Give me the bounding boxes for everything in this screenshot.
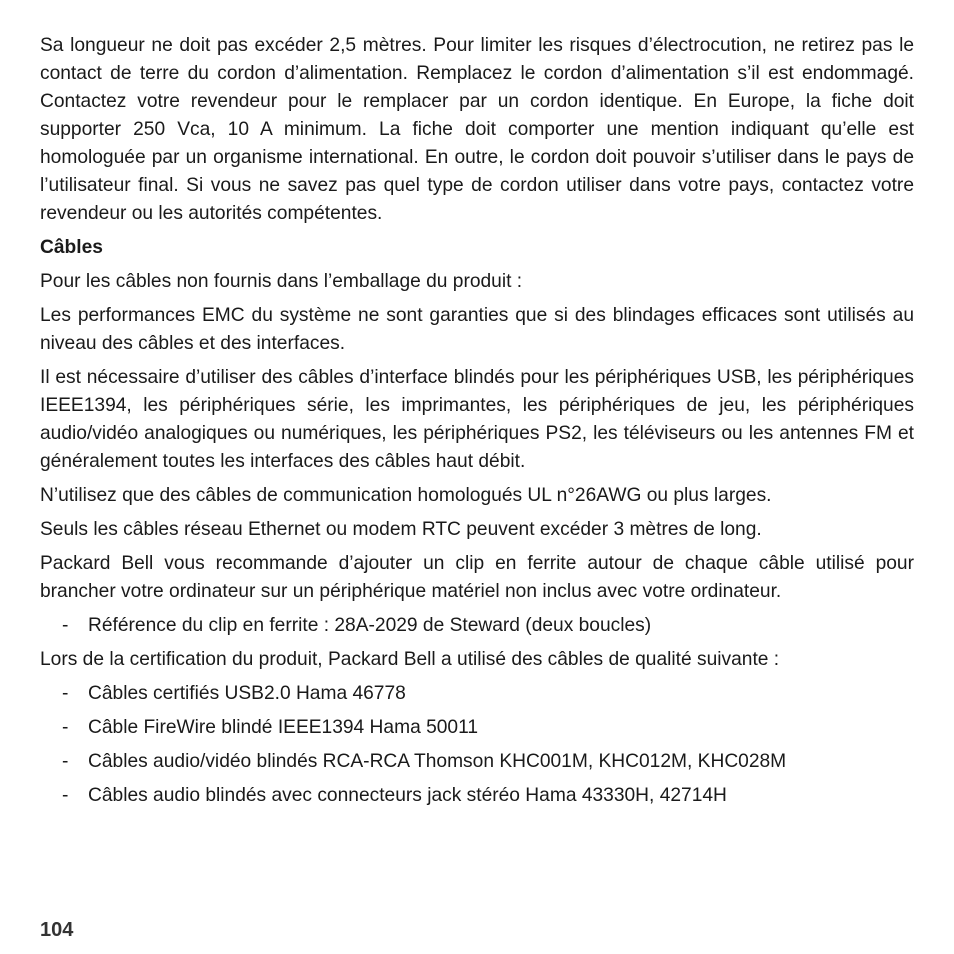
list-item-text: Câbles audio blindés avec connecteurs jack stéréo Hama 43330H, 42714H <box>88 785 727 806</box>
list-item <box>40 748 914 776</box>
list-item-text: Câble FireWire blindé IEEE1394 Hama 50011 <box>88 717 478 738</box>
paragraph-ferrite-recommendation: Packard Bell vous recommande d’ajouter un clip en ferrite autour de chaque câble utilisé pour brancher votre ordinateur sur un périphérique matériel non inclus avec votre ordinateur. <box>40 553 914 602</box>
list-item <box>40 714 914 742</box>
certified-cables-list <box>40 680 914 810</box>
list-item <box>40 782 914 810</box>
paragraph-certification: Lors de la certification du produit, Packard Bell a utilisé des câbles de qualité suivante : <box>40 649 780 670</box>
list-item <box>40 680 914 708</box>
intro-paragraph: Sa longueur ne doit pas excéder 2,5 mètres. Pour limiter les risques d’électrocution, ne retirez pas le contact de terre du cordon d’alimentation. Remplacez le cordon d’alimentation s’il est endommagé. Contactez votre revendeur pour le remplacer par un cordon identique. En Europe, la fiche doit supporter 250 Vca, 10 A minimum. La fiche doit comporter une mention indiquant qu’elle est homologuée par un organisme international. En outre, le cordon doit pouvoir s’utiliser dans le pays de l’utilisateur final. Si vous ne savez pas quel type de cordon utiliser dans votre pays, contactez votre revendeur ou les autorités compétentes. <box>40 35 914 224</box>
paragraph-cables-intro: Pour les câbles non fournis dans l’emballage du produit : <box>40 271 523 292</box>
list-item-text: Câbles audio/vidéo blindés RCA-RCA Thomson KHC001M, KHC012M, KHC028M <box>88 751 787 772</box>
list-dash: - <box>62 717 69 738</box>
paragraph-shielded-cables: Il est nécessaire d’utiliser des câbles d’interface blindés pour les périphériques USB, les périphériques IEEE1394, les périphériques série, les imprimantes, les périphériques de jeu, les périphériques audio/vidéo analogiques ou numériques, les périphériques PS2, les téléviseurs ou les antennes FM et généralement toutes les interfaces des câbles haut débit. <box>40 367 914 472</box>
page-number: 104 <box>40 919 74 941</box>
paragraph-ul-cables: N’utilisez que des câbles de communication homologués UL n°26AWG ou plus larges. <box>40 485 772 506</box>
paragraph-emc: Les performances EMC du système ne sont garanties que si des blindages efficaces sont utilisés au niveau des câbles et des interfaces. <box>40 305 914 354</box>
list-item <box>40 612 914 640</box>
document-page <box>40 32 914 816</box>
list-item-text: Câbles certifiés USB2.0 Hama 46778 <box>88 683 406 704</box>
list-item-text: Référence du clip en ferrite : 28A-2029 de Steward (deux boucles) <box>88 615 652 636</box>
list-dash: - <box>62 785 69 806</box>
list-dash: - <box>62 751 69 772</box>
section-heading-cables: Câbles <box>40 237 103 258</box>
list-dash: - <box>62 683 69 704</box>
paragraph-network-cables: Seuls les câbles réseau Ethernet ou modem RTC peuvent excéder 3 mètres de long. <box>40 519 762 540</box>
ferrite-list <box>40 612 914 640</box>
list-dash: - <box>62 615 69 636</box>
